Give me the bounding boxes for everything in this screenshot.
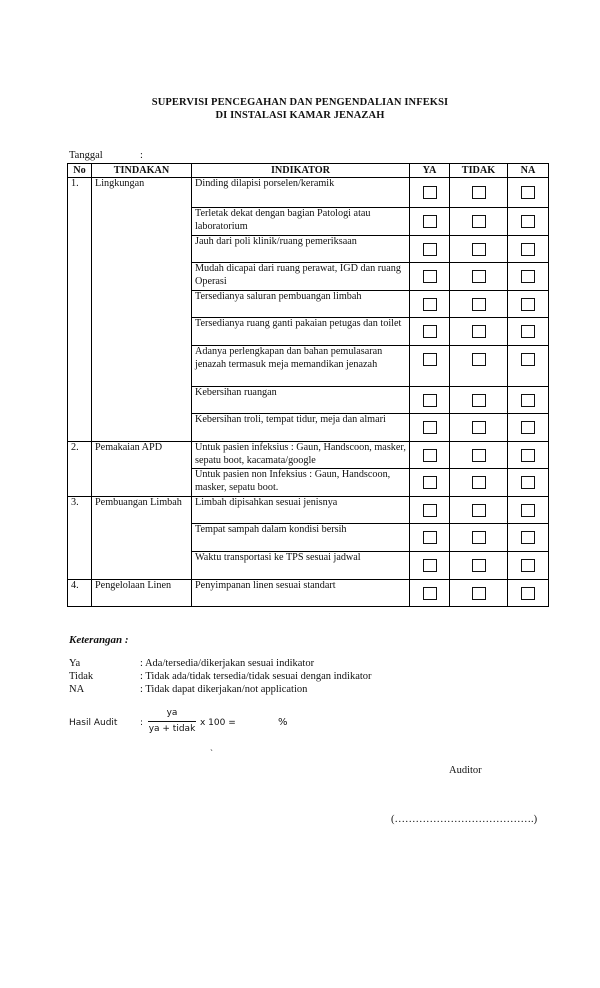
checkbox-tidak[interactable] [472, 353, 486, 366]
legend-desc: : Tidak dapat dikerjakan/not application [140, 684, 308, 695]
table-row [68, 580, 549, 607]
row-indikator: Untuk pasien non Infeksius : Gaun, Handscoon, masker, sepatu boot. [192, 469, 410, 497]
row-indikator: Kebersihan troli, tempat tidur, meja dan almari [192, 414, 410, 442]
row-indikator: Dinding dilapisi porselen/keramik [192, 178, 410, 208]
row-indikator: Tersedianya ruang ganti pakaian petugas dan toilet [192, 318, 410, 346]
formula-unit: % [278, 717, 288, 728]
row-no: 1. [68, 178, 92, 442]
col-header-ya: YA [410, 164, 450, 178]
checkbox-tidak[interactable] [472, 186, 486, 199]
checkbox-ya[interactable] [423, 476, 437, 489]
formula-denominator: ya + tidak [148, 724, 196, 734]
checkbox-na[interactable] [521, 531, 535, 544]
legend-item-na [69, 684, 307, 695]
checkbox-na[interactable] [521, 394, 535, 407]
row-indikator: Kebersihan ruangan [192, 387, 410, 414]
row-indikator: Untuk pasien infeksius : Gaun, Handscoon, masker, sepatu boot, kacamata/google [192, 442, 410, 469]
checkbox-na[interactable] [521, 353, 535, 366]
row-tindakan: Lingkungan [92, 178, 192, 442]
col-header-no: No [68, 164, 92, 178]
col-header-tindakan: TINDAKAN [92, 164, 192, 178]
legend-key: Tidak [69, 671, 94, 682]
audit-table [67, 163, 549, 607]
table-row [68, 442, 549, 469]
signature-line: (………………………………….) [391, 814, 538, 825]
checkbox-na[interactable] [521, 186, 535, 199]
checkbox-ya[interactable] [423, 531, 437, 544]
checkbox-na[interactable] [521, 270, 535, 283]
checkbox-tidak[interactable] [472, 504, 486, 517]
legend-heading: Keterangan : [69, 634, 129, 646]
checkbox-tidak[interactable] [472, 449, 486, 462]
col-header-indikator: INDIKATOR [192, 164, 410, 178]
row-tindakan: Pengelolaan Linen [92, 580, 192, 607]
checkbox-ya[interactable] [423, 394, 437, 407]
checkbox-ya[interactable] [423, 215, 437, 228]
stray-mark: ` [210, 748, 213, 758]
checkbox-tidak[interactable] [472, 476, 486, 489]
checkbox-ya[interactable] [423, 325, 437, 338]
checkbox-na[interactable] [521, 298, 535, 311]
legend-item-ya [69, 658, 314, 669]
row-tindakan: Pembuangan Limbah [92, 497, 192, 580]
formula-colon: : [140, 718, 144, 728]
checkbox-na[interactable] [521, 243, 535, 256]
date-colon: : [140, 150, 143, 161]
formula-multiplier: x 100 = [200, 718, 236, 728]
page-title-line2: DI INSTALASI KAMAR JENAZAH [215, 110, 385, 121]
table-row [68, 178, 549, 208]
checkbox-ya[interactable] [423, 270, 437, 283]
legend-item-tidak [69, 671, 372, 682]
checkbox-na[interactable] [521, 559, 535, 572]
checkbox-ya[interactable] [423, 243, 437, 256]
checkbox-na[interactable] [521, 421, 535, 434]
checkbox-tidak[interactable] [472, 421, 486, 434]
row-indikator: Terletak dekat dengan bagian Patologi atau laboratorium [192, 208, 410, 236]
row-indikator: Tersedianya saluran pembuangan limbah [192, 291, 410, 318]
checkbox-ya[interactable] [423, 449, 437, 462]
checkbox-tidak[interactable] [472, 215, 486, 228]
row-no: 3. [68, 497, 92, 580]
col-header-tidak: TIDAK [450, 164, 508, 178]
formula-numerator: ya [166, 708, 178, 718]
checkbox-tidak[interactable] [472, 394, 486, 407]
checkbox-ya[interactable] [423, 298, 437, 311]
formula-label: Hasil Audit [69, 718, 118, 728]
checkbox-ya[interactable] [423, 421, 437, 434]
table-row [68, 497, 549, 524]
row-indikator: Penyimpanan linen sesuai standart [192, 580, 410, 607]
checkbox-ya[interactable] [423, 587, 437, 600]
checkbox-na[interactable] [521, 215, 535, 228]
checkbox-tidak[interactable] [472, 531, 486, 544]
legend-key: Ya [69, 658, 81, 669]
checkbox-tidak[interactable] [472, 559, 486, 572]
page-title-line1: SUPERVISI PENCEGAHAN DAN PENGENDALIAN INFEKSI [151, 97, 449, 108]
checkbox-tidak[interactable] [472, 243, 486, 256]
row-tindakan: Pemakaian APD [92, 442, 192, 497]
checkbox-tidak[interactable] [472, 325, 486, 338]
legend-key: NA [69, 684, 85, 695]
row-indikator: Tempat sampah dalam kondisi bersih [192, 524, 410, 552]
row-indikator: Limbah dipisahkan sesuai jenisnya [192, 497, 410, 524]
row-no: 4. [68, 580, 92, 607]
checkbox-ya[interactable] [423, 559, 437, 572]
row-indikator: Jauh dari poli klinik/ruang pemeriksaan [192, 236, 410, 263]
checkbox-tidak[interactable] [472, 270, 486, 283]
row-no: 2. [68, 442, 92, 497]
row-indikator: Adanya perlengkapan dan bahan pemulasaran jenazah termasuk meja memandikan jenazah [192, 346, 410, 387]
legend-desc: : Tidak ada/tidak tersedia/tidak sesuai dengan indikator [140, 671, 372, 682]
checkbox-na[interactable] [521, 325, 535, 338]
checkbox-ya[interactable] [423, 353, 437, 366]
row-indikator: Waktu transportasi ke TPS sesuai jadwal [192, 552, 410, 580]
checkbox-na[interactable] [521, 504, 535, 517]
checkbox-na[interactable] [521, 476, 535, 489]
formula-fraction-bar [148, 721, 196, 722]
checkbox-ya[interactable] [423, 504, 437, 517]
col-header-na: NA [508, 164, 549, 178]
checkbox-na[interactable] [521, 587, 535, 600]
checkbox-tidak[interactable] [472, 298, 486, 311]
date-label: Tanggal [69, 150, 103, 161]
checkbox-ya[interactable] [423, 186, 437, 199]
table-header-row [68, 164, 549, 178]
checkbox-na[interactable] [521, 449, 535, 462]
signature-role: Auditor [449, 765, 482, 776]
legend-desc: : Ada/tersedia/dikerjakan sesuai indikator [140, 658, 315, 669]
row-indikator: Mudah dicapai dari ruang perawat, IGD dan ruang Operasi [192, 263, 410, 291]
checkbox-tidak[interactable] [472, 587, 486, 600]
